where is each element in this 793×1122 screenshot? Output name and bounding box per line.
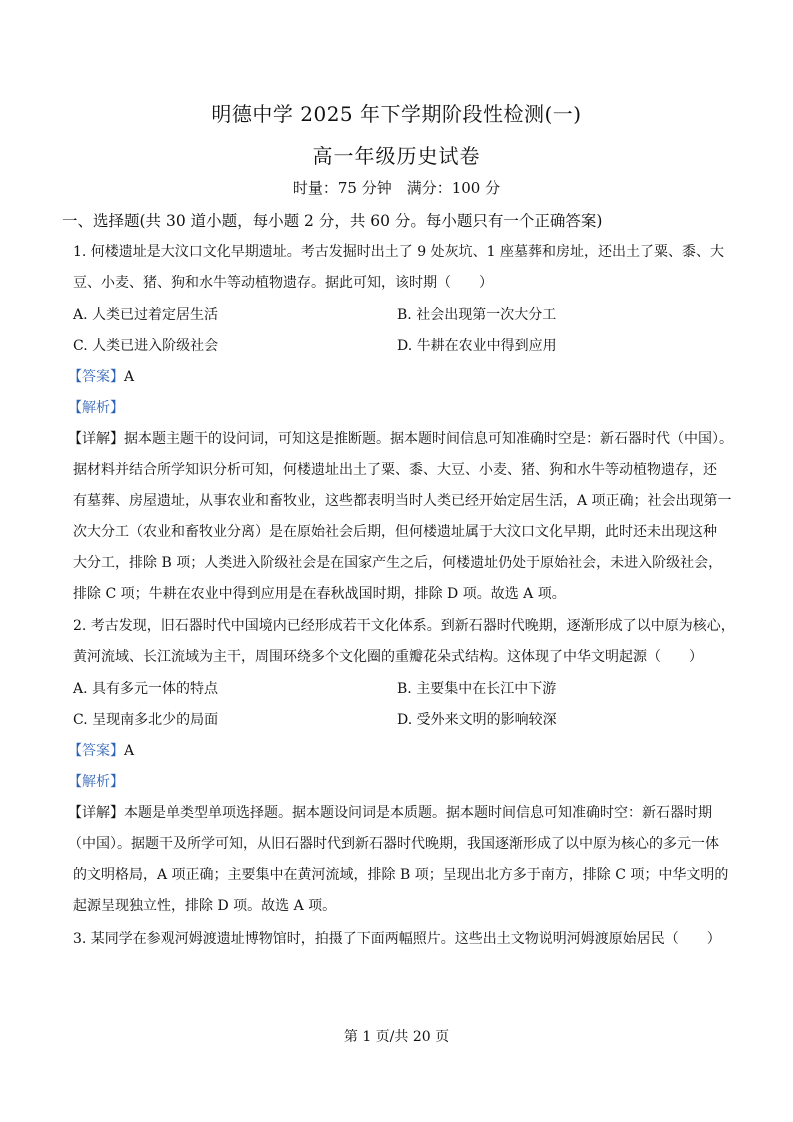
q2-option-b: B. 主要集中在长江中下游 [397,681,557,697]
detail-text: 据本题主题干的设问词，可知这是推断题。据本题时间信息可知准确时空是：新石器时代（中国）。 [124,431,733,447]
q2-option-a: A. 具有多元一体的特点 [73,681,219,697]
answer-value: A [124,369,135,385]
q1-stem-line: 1. 何楼遗址是大汶口文化早期遗址。考古发掘时出土了 9 处灰坑、1 座墓葬和房址，还出土了粟、黍、大 [73,244,724,260]
q1-detail-line: 大分工，排除 B 项；人类进入阶级社会是在国家产生之后，何楼遗址仍处于原始社会，未进入阶级社会， [73,555,723,571]
q1-detail-line: 据材料并结合所学知识分析可知，何楼遗址出土了粟、黍、大豆、小麦、猪、狗和水牛等动植物遗存，还 [73,462,717,478]
q1-option-b: B. 社会出现第一次大分工 [397,307,557,323]
q2-option-d: D. 受外来文明的影响较深 [397,712,557,728]
answer-tag: 【答案】 [68,743,124,759]
detail-text: 本题是单类型单项选择题。据本题设问词是本质题。据本题时间信息可知准确时空：新石器时期 [124,805,712,821]
q1-option-c: C. 人类已进入阶级社会 [73,338,219,354]
q1-option-d: D. 牛耕在农业中得到应用 [397,338,557,354]
exam-meta: 时量：75 分钟 满分：100 分 [292,179,501,197]
exam-title: 明德中学 2025 年下学期阶段性检测(一) [211,102,582,126]
q1-detail-line: 次大分工（农业和畜牧业分离）是在原始社会后期，但何楼遗址属于大汶口文化早期，此时还未出现这种 [73,524,717,540]
section-heading: 一、选择题(共 30 道小题，每小题 2 分，共 60 分。每小题只有一个正确答案) [62,212,603,230]
q3-stem: 3. 某同学在参观河姆渡遗址博物馆时，拍摄了下面两幅照片。这些出土文物说明河姆渡原始居民（ ） [73,931,721,947]
q2-option-c: C. 呈现南多北少的局面 [73,712,219,728]
q1-detail-first [68,428,733,448]
detail-tag: 【详解】 [68,431,124,447]
q1-stem-line: 豆、小麦、猪、狗和水牛等动植物遗存。据此可知，该时期（ ） [73,275,493,291]
q2-detail-line: 的文明格局，A 项正确；主要集中在黄河流域，排除 B 项；呈现出北方多于南方，排除 C 项；中华文明的 [73,867,729,883]
q2-detail-line: 起源呈现独立性，排除 D 项。故选 A 项。 [73,898,337,914]
q1-detail-line: 有墓葬、房屋遗址，从事农业和畜牧业，这些都表明当时人类已经开始定居生活，A 项正确；社会出现第一 [73,493,732,509]
page-footer: 第 1 页/共 20 页 [343,1029,450,1045]
answer-value: A [124,743,135,759]
q1-answer [68,366,134,386]
q2-stem-line: 黄河流域、长江流域为主干，周围环绕多个文化圈的重瓣花朵式结构。这体现了中华文明起源（ ） [73,649,703,665]
q2-detail-line: （中国）。据题干及所学可知，从旧石器时代到新石器时代晚期，我国逐渐形成了以中原为核心的多元一体 [68,836,719,852]
q2-stem-line: 2. 考古发现，旧石器时代中国境内已经形成若干文化体系。到新石器时代晚期，逐渐形成了以中原为核心， [73,618,735,634]
exam-subtitle: 高一年级历史试卷 [312,144,481,168]
q1-analysis-tag: 【解析】 [68,400,124,416]
q2-detail-first [68,802,712,822]
q1-detail-line: 排除 C 项；牛耕在农业中得到应用是在春秋战国时期，排除 D 项。故选 A 项。 [73,586,566,602]
q2-answer [68,740,134,760]
answer-tag: 【答案】 [68,369,124,385]
detail-tag: 【详解】 [68,805,124,821]
q2-analysis-tag: 【解析】 [68,774,124,790]
q1-option-a: A. 人类已过着定居生活 [73,307,219,323]
